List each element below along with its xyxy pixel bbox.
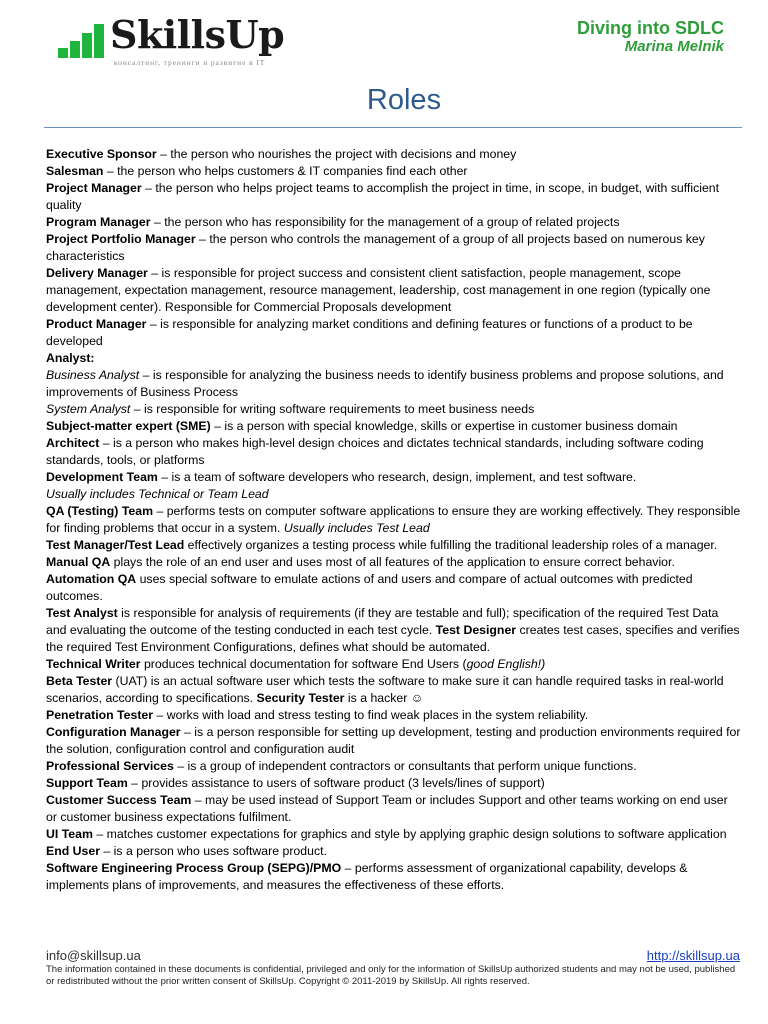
role-name: QA (Testing) Team — [46, 504, 154, 518]
role-description: – the person who nourishes the project with decisions and money — [156, 147, 517, 161]
role-entry — [46, 775, 741, 792]
role-description: – is a group of independent contractors or consultants that perform unique functions. — [173, 759, 637, 773]
role-name: Project Manager — [46, 181, 142, 195]
role-italic-text: Usually includes Technical or Team Lead — [46, 487, 269, 501]
role-description: effectively organizes a testing process while fulfilling the traditional leadership roles of a manager. — [184, 538, 718, 552]
footer-disclaimer: The information contained in these documents is confidential, privileged and only for the information of SkillsUp authorized students and may not be used, published or redistributed without the prior written consent of SkillsUp. Copyright © 2011-2019 by SkillsUp. All rights reserved. — [46, 964, 736, 987]
role-entry — [46, 605, 741, 656]
role-entry — [46, 537, 741, 554]
role-entry — [46, 860, 741, 894]
role-description: – performs assessment of organizational capability, develops & implements plans of improvements, and measures the effectiveness of these efforts. — [46, 861, 688, 892]
skillsup-logo — [58, 12, 288, 70]
role-entry — [46, 163, 741, 180]
role-entry — [46, 180, 741, 214]
role-name: Automation QA — [46, 572, 137, 586]
role-description: – the person who controls the management of a group of all projects based on numerous key characteristics — [46, 232, 705, 263]
role-name: Professional Services — [46, 759, 174, 773]
role-name: Project Portfolio Manager — [46, 232, 196, 246]
role-description: – the person who has responsibility for the management of a group of related projects — [150, 215, 620, 229]
page-title: Roles — [366, 84, 442, 116]
role-description: uses special software to emulate actions of and users and compare of actual outcomes with predicted outcomes. — [46, 572, 693, 603]
role-entry — [46, 146, 741, 163]
role-entry — [46, 554, 741, 605]
role-entry — [46, 826, 741, 843]
role-name: Manual QA — [46, 555, 111, 569]
role-entry — [46, 265, 741, 316]
role-description: – is responsible for writing software requirements to meet business needs — [130, 402, 535, 416]
role-entry — [46, 486, 741, 503]
role-name: Customer Success Team — [46, 793, 192, 807]
role-name: Product Manager — [46, 317, 147, 331]
role-name: End User — [46, 844, 100, 858]
role-italic-text: good English!) — [466, 657, 546, 671]
role-entry — [46, 469, 741, 486]
role-entry — [46, 707, 741, 724]
role-name: UI Team — [46, 827, 93, 841]
role-description: is responsible for analysis of requirements (if they are testable and full); specification of the required Test Data and evaluating the outcome of the testing conducted in each test cycle. — [46, 606, 719, 637]
role-name: Penetration Tester — [46, 708, 154, 722]
role-entry — [46, 792, 741, 826]
footer-website-link[interactable]: http://skillsup.ua — [646, 948, 740, 963]
role-name: Architect — [46, 436, 100, 450]
logo-text: SkillsUp — [110, 12, 285, 57]
title-divider — [44, 127, 742, 128]
role-description: – provides assistance to users of software product (3 levels/lines of support) — [127, 776, 545, 790]
role-name: Test Designer — [435, 623, 517, 637]
role-name: Development Team — [46, 470, 158, 484]
role-description: (UAT) is an actual software user which tests the software to make sure it can handle required tasks in real-world scenarios, according to specifications. — [46, 674, 724, 705]
role-description: – is responsible for analyzing market conditions and defining features or functions of a product to be developed — [46, 317, 693, 348]
role-entry — [46, 724, 741, 758]
role-name: Configuration Manager — [46, 725, 181, 739]
role-entry — [46, 656, 741, 673]
role-description: – the person who helps project teams to accomplish the project in time, in scope, in budget, with sufficient quality — [46, 181, 720, 212]
role-name: Beta Tester — [46, 674, 113, 688]
role-italic-text: Business Analyst — [46, 368, 140, 382]
role-entry — [46, 758, 741, 775]
role-name: Support Team — [46, 776, 128, 790]
role-description: – is responsible for analyzing the business needs to identify business problems and propose solutions, and improvements of Business Process — [46, 368, 724, 399]
role-description: – is a person with special knowledge, skills or expertise in customer business domain — [210, 419, 678, 433]
role-description: – performs tests on computer software applications to ensure they are working effectively. They responsible for finding problems that occur in a system. — [46, 504, 741, 535]
role-name: Delivery Manager — [46, 266, 148, 280]
role-name: Analyst: — [46, 351, 95, 365]
course-title: Diving into SDLC — [577, 18, 724, 38]
role-description: – is responsible for project success and consistent client satisfaction, people management, scope management, expectation management, resource management, leadership, cost management in one region (typically one development center). Responsible for Commercial Proposals development — [46, 266, 711, 314]
role-entry — [46, 418, 741, 435]
logo-bars-icon — [58, 20, 106, 58]
author-name: Marina Melnik — [624, 38, 724, 55]
role-entry — [46, 673, 741, 707]
role-entry — [46, 503, 741, 537]
role-description: – works with load and stress testing to find weak places in the system reliability. — [153, 708, 589, 722]
role-entry — [46, 401, 741, 418]
role-entry — [46, 367, 741, 401]
role-description: – matches customer expectations for graphics and style by applying graphic design solutions to software application — [92, 827, 727, 841]
role-entry — [46, 316, 741, 350]
role-description: plays the role of an end user and uses most of all features of the application to ensure correct behavior. — [110, 555, 675, 569]
role-description: – may be used instead of Support Team or includes Support and other teams working on end user or customer business expectations fulfilment. — [46, 793, 728, 824]
role-name: Subject-matter expert (SME) — [46, 419, 211, 433]
role-name: Salesman — [46, 164, 104, 178]
role-italic-text: System Analyst — [46, 402, 131, 416]
role-italic-text: Usually includes Test Lead — [283, 521, 430, 535]
role-name: Security Tester — [256, 691, 345, 705]
logo-tagline: консалтинг, тренинги и развитие в IT — [114, 58, 266, 67]
role-description: – is a person responsible for setting up development, testing and production environments required for the solution, configuration control and configuration audit — [46, 725, 741, 756]
header-info — [577, 18, 724, 56]
role-name: Executive Sponsor — [46, 147, 157, 161]
roles-list — [46, 146, 741, 894]
role-name: Program Manager — [46, 215, 151, 229]
role-description: creates test cases, specifies and verifies the required Test Environment Configurations, defines what should be automated. — [46, 623, 740, 654]
footer-email[interactable]: info@skillsup.ua — [46, 948, 141, 963]
role-description: produces technical documentation for software End Users ( — [140, 657, 467, 671]
role-description: – the person who helps customers & IT companies find each other — [103, 164, 468, 178]
role-entry — [46, 435, 741, 469]
role-name: Test Manager/Test Lead — [46, 538, 185, 552]
role-description: – is a person who makes high-level design choices and dictates technical standards, including software coding standards, tools, or platforms — [46, 436, 704, 467]
role-name: Software Engineering Process Group (SEPG)/PMO — [46, 861, 342, 875]
role-description: – is a team of software developers who research, design, implement, and test software. — [157, 470, 637, 484]
role-entry — [46, 843, 741, 860]
role-name: Technical Writer — [46, 657, 141, 671]
role-description: is a hacker ☺ — [344, 691, 424, 705]
role-entry — [46, 350, 741, 367]
role-entry — [46, 231, 741, 265]
role-name: Test Analyst — [46, 606, 118, 620]
role-entry — [46, 214, 741, 231]
role-description: – is a person who uses software product. — [100, 844, 327, 858]
